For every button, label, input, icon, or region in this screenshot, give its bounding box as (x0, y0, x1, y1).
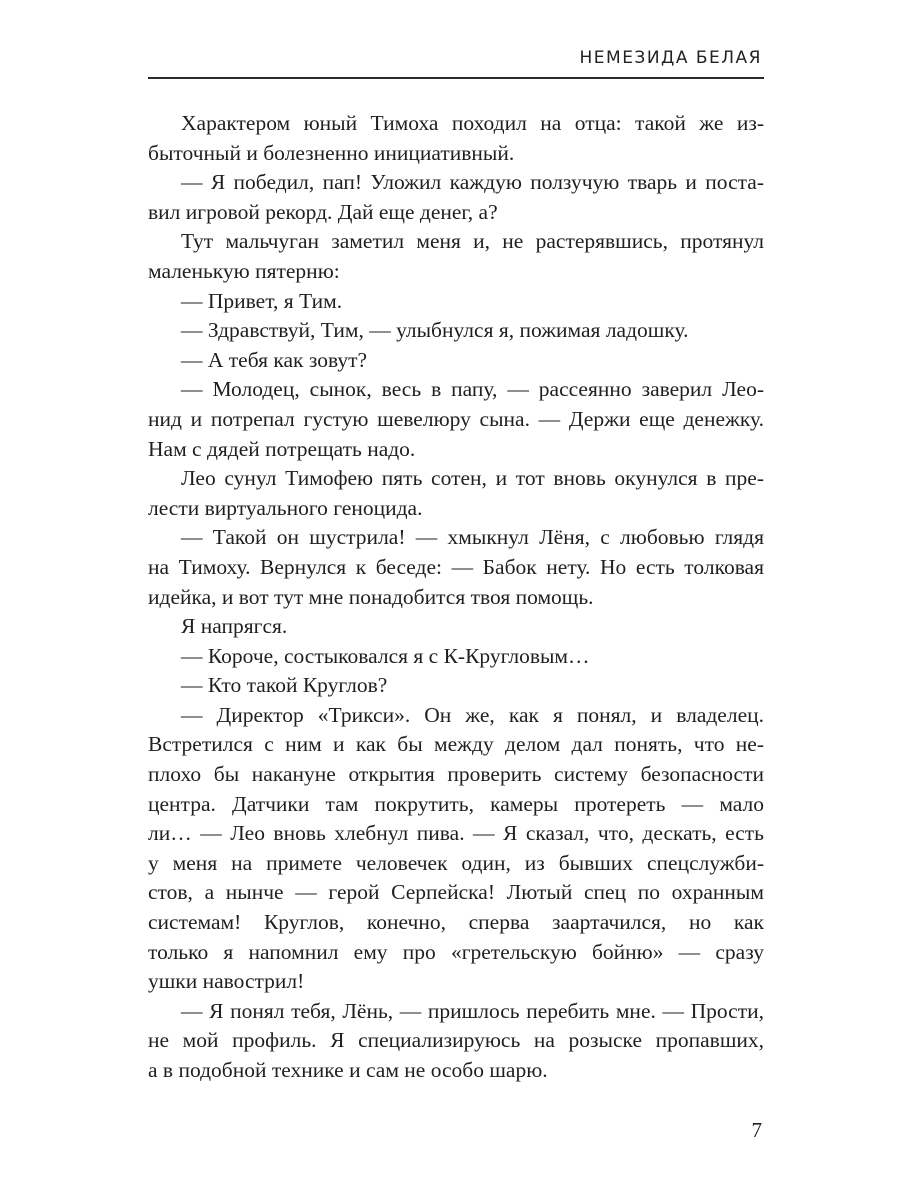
text-line: — Директор «Трикси». Он же, как я понял, и владелец. (181, 702, 764, 727)
text-line: Я напрягся. (181, 614, 288, 639)
text-line: центра. Датчики там покрутить, камеры протереть — мало (148, 791, 764, 816)
text-line: нид и потрепал густую шевелюру сына. — Держи еще денежку. (148, 406, 764, 431)
text-line: — А тебя как зовут? (181, 347, 368, 372)
header-rule (148, 77, 764, 79)
text-line: Характером юный Тимоха походил на отца: такой же из- (181, 111, 764, 135)
text-line: — Я победил, пап! Уложил каждую ползучую тварь и поста- (181, 170, 764, 195)
text-line: только я напомнил ему про «гретельскую бойню» — сразу (148, 939, 764, 964)
text-line: — Такой он шустрила! — хмыкнул Лёня, с любовью глядя (181, 525, 764, 550)
text-line: Тут мальчуган заметил меня и, не растерявшись, протянул (181, 229, 764, 254)
page-number: 7 (751, 1118, 762, 1142)
text-line: — Кто такой Круглов? (181, 673, 388, 698)
text-line: — Я понял тебя, Лёнь, — пришлось перебить мне. — Прости, (181, 998, 764, 1023)
text-line: а в подобной технике и сам не особо шарю. (148, 1058, 548, 1082)
text-line: идейка, и вот тут мне понадобится твоя помощь. (148, 584, 594, 609)
text-line: — Молодец, сынок, весь в папу, — рассеянно заверил Лео- (181, 377, 764, 402)
text-line: ли… — Лео вновь хлебнул пива. — Я сказал, что, дескать, есть (148, 821, 764, 846)
text-line: лести виртуального геноцида. (148, 495, 423, 520)
text-line: Встретился с ним и как бы между делом дал понять, что не- (148, 732, 764, 757)
text-line: — Короче, состыковался я с К-Кругловым… (181, 643, 590, 668)
body-text (148, 109, 764, 1086)
text-line: у меня на примете человечек один, из бывших спецслужби- (148, 850, 764, 875)
text-line: Нам с дядей потрещать надо. (148, 436, 416, 461)
text-line: не мой профиль. Я специализируюсь на розыске пропавших, (148, 1028, 764, 1053)
text-line: на Тимоху. Вернулся к беседе: — Бабок нету. Но есть толковая (148, 554, 764, 579)
text-line: — Здравствуй, Тим, — улыбнулся я, пожимая ладошку. (181, 318, 689, 343)
text-line: плохо бы накануне открытия проверить систему безопасности (148, 762, 764, 787)
text-line: маленькую пятерню: (148, 258, 340, 283)
text-line: вил игровой рекорд. Дай еще денег, а? (148, 199, 498, 224)
text-line: стов, а нынче — герой Серпейска! Лютый спец по охранным (148, 880, 764, 905)
running-head: НЕМЕЗИДА БЕЛАЯ (579, 48, 762, 68)
text-line: системам! Круглов, конечно, сперва заартачился, но как (148, 910, 764, 935)
text-line: быточный и болезненно инициативный. (148, 140, 515, 165)
text-line: ушки навострил! (148, 969, 305, 994)
text-line: — Привет, я Тим. (181, 288, 343, 313)
text-line: Лео сунул Тимофею пять сотен, и тот вновь окунулся в пре- (181, 466, 764, 491)
